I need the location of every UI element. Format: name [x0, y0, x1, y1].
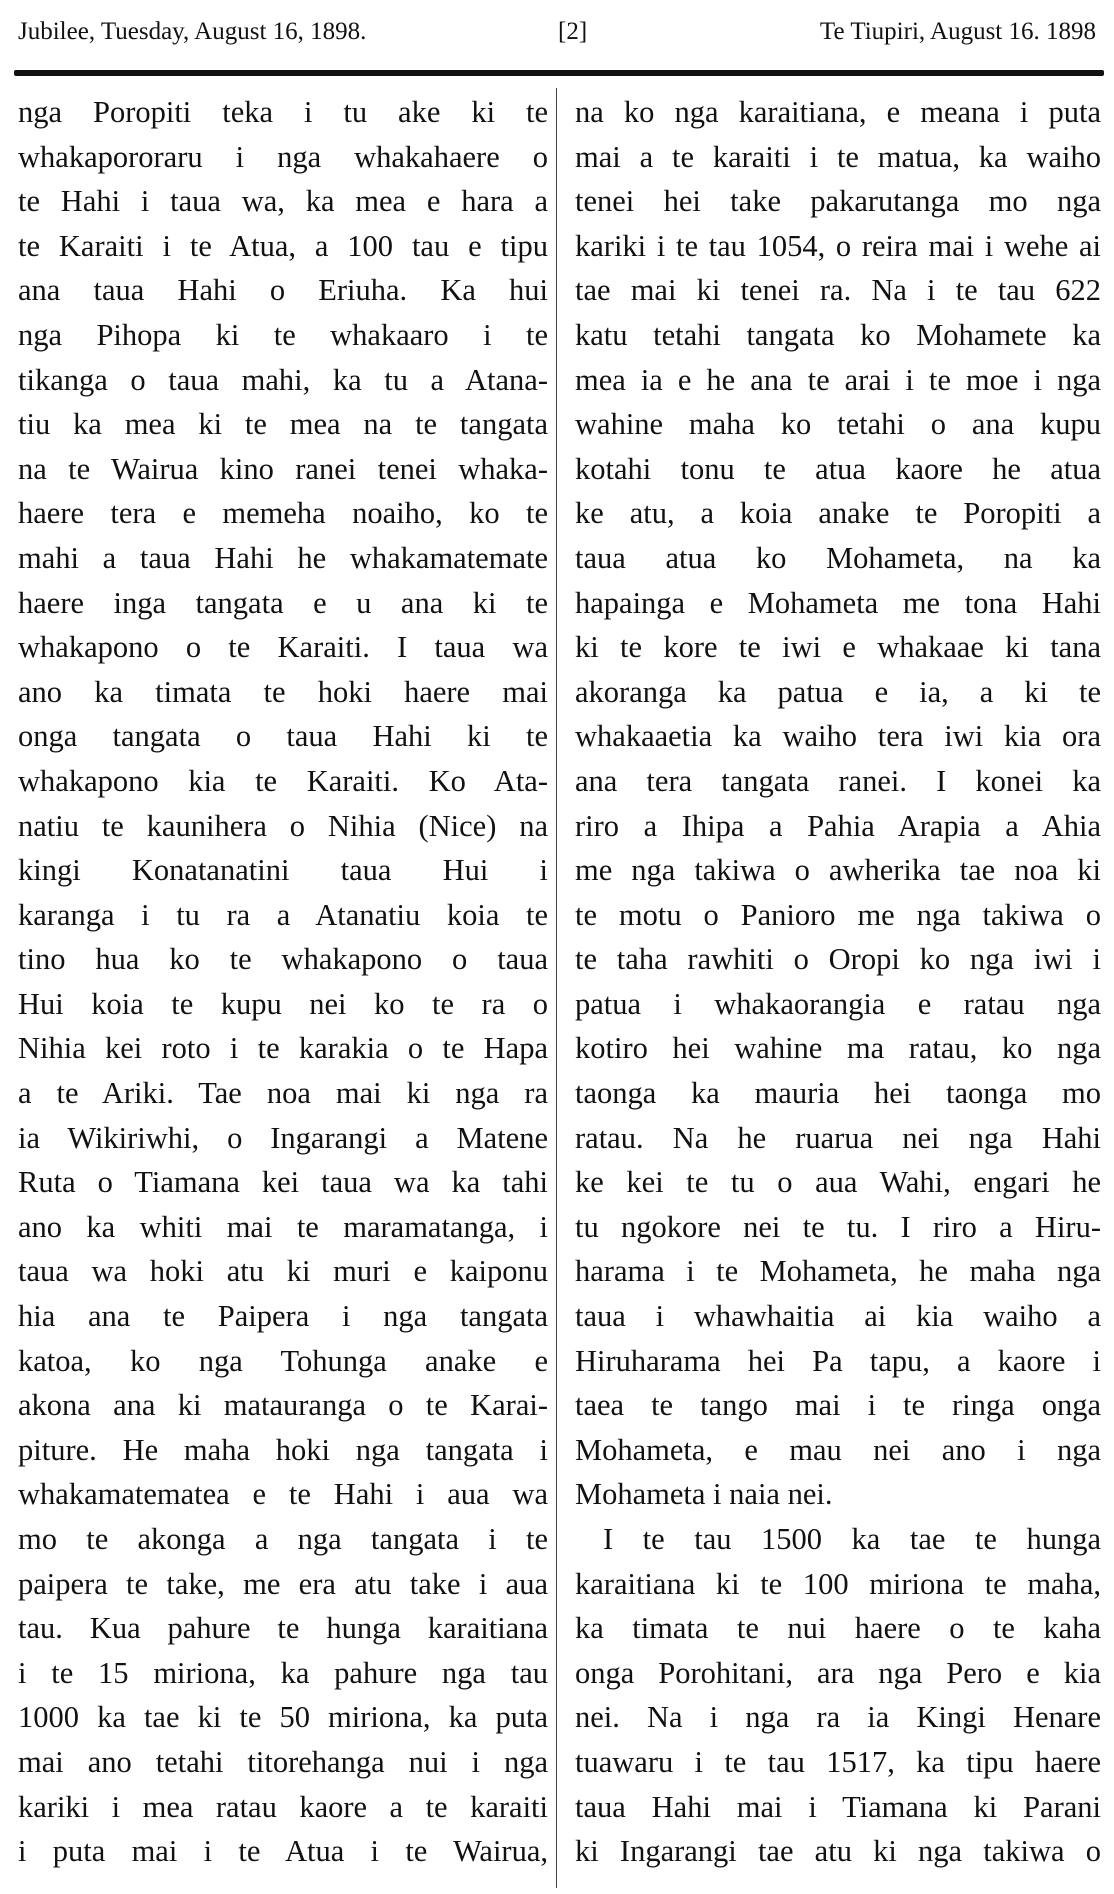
- text-line: whakapororaru i nga whakahaere o: [18, 139, 548, 174]
- text-line: taea te tango mai i te ringa onga: [575, 1388, 1101, 1423]
- text-line: kariki i te tau 1054, o reira mai i wehe ai: [575, 228, 1101, 263]
- page-header: [18, 14, 1096, 50]
- text-line: harama i te Mohameta, he maha nga: [575, 1254, 1101, 1289]
- text-line: ana taua Hahi o Eriuha. Ka hui: [18, 273, 548, 308]
- text-line: tae mai ki tenei ra. Na i te tau 622: [575, 273, 1101, 308]
- text-line: me nga takiwa o awherika tae noa ki: [575, 853, 1101, 888]
- text-line: whakapono o te Karaiti. I taua wa: [18, 630, 548, 665]
- text-line: ana tera tangata ranei. I konei ka: [575, 763, 1101, 798]
- text-line: tenei hei take pakarutanga mo nga: [575, 184, 1101, 219]
- text-line: te Karaiti i te Atua, a 100 tau e tipu: [18, 228, 548, 263]
- text-line: whakamatematea e te Hahi i aua wa: [18, 1477, 548, 1512]
- text-line: ano ka timata te hoki haere mai: [18, 674, 548, 709]
- text-line: tiu ka mea ki te mea na te tangata: [18, 407, 548, 442]
- text-line: Ruta o Tiamana kei taua wa ka tahi: [18, 1165, 548, 1200]
- text-line: ki te kore te iwi e whakaae ki tana: [575, 630, 1101, 665]
- text-line: I te tau 1500 ka tae te hunga: [603, 1522, 1101, 1556]
- text-line: taua atua ko Mohameta, na ka: [575, 540, 1101, 575]
- text-line: taua i whawhaitia ai kia waiho a: [575, 1299, 1101, 1334]
- text-line: haere inga tangata e u ana ki te: [18, 585, 548, 620]
- text-line: mea ia e he ana te arai i te moe i nga: [575, 362, 1101, 397]
- text-line: ke atu, a koia anake te Poropiti a: [575, 496, 1101, 531]
- text-line: mai a te karaiti i te matua, ka waiho: [575, 139, 1101, 174]
- text-line: kingi Konatanatini taua Hui i: [18, 853, 548, 888]
- text-line: riro a Ihipa a Pahia Arapia a Ahia: [575, 808, 1101, 843]
- text-line: onga Porohitani, ara nga Pero e kia: [575, 1655, 1101, 1690]
- text-line: Hui koia te kupu nei ko te ra o: [18, 986, 548, 1021]
- text-line: Nihia kei roto i te karakia o te Hapa: [18, 1031, 548, 1066]
- text-line: katu tetahi tangata ko Mohamete ka: [575, 317, 1101, 352]
- text-line: ratau. Na he ruarua nei nga Hahi: [575, 1120, 1101, 1155]
- text-line: whakapono kia te Karaiti. Ko Ata-: [18, 763, 548, 798]
- text-line: akona ana ki matauranga o te Karai-: [18, 1388, 548, 1423]
- header-date-right: Te Tiupiri, August 16. 1898: [819, 18, 1096, 45]
- text-line: kariki i mea ratau kaore a te karaiti: [18, 1789, 548, 1824]
- text-line: mahi a taua Hahi he whakamatemate: [18, 540, 548, 575]
- text-line: kotiro hei wahine ma ratau, ko nga: [575, 1031, 1101, 1066]
- text-line: Mohameta, e mau nei ano i nga: [575, 1432, 1101, 1467]
- text-line: onga tangata o taua Hahi ki te: [18, 719, 548, 754]
- text-line: whakaaetia ka waiho tera iwi kia ora: [575, 719, 1101, 754]
- text-line: 1000 ka tae ki te 50 miriona, ka puta: [18, 1700, 548, 1735]
- header-rule: [14, 70, 1104, 76]
- text-line: te Hahi i taua wa, ka mea e hara a: [18, 184, 548, 219]
- column-divider: [556, 88, 557, 1888]
- text-line: tau. Kua pahure te hunga karaitiana: [18, 1611, 548, 1646]
- text-line: taonga ka mauria hei taonga mo: [575, 1076, 1101, 1111]
- text-line: taua wa hoki atu ki muri e kaiponu: [18, 1254, 548, 1289]
- text-line: tuawaru i te tau 1517, ka tipu haere: [575, 1744, 1101, 1779]
- text-line: te taha rawhiti o Oropi ko nga iwi i: [575, 942, 1101, 977]
- text-line: paipera te take, me era atu take i aua: [18, 1566, 548, 1601]
- text-line: patua i whakaorangia e ratau nga: [575, 986, 1101, 1021]
- text-line: wahine maha ko tetahi o ana kupu: [575, 407, 1101, 442]
- text-line: karaitiana ki te 100 miriona te maha,: [575, 1566, 1101, 1601]
- text-line: Hiruharama hei Pa tapu, a kaore i: [575, 1343, 1101, 1378]
- text-line: tu ngokore nei te tu. I riro a Hiru-: [575, 1209, 1101, 1244]
- text-line: ano ka whiti mai te maramatanga, i: [18, 1209, 548, 1244]
- text-line: taua Hahi mai i Tiamana ki Parani: [575, 1789, 1101, 1824]
- page-number: [2]: [558, 18, 588, 45]
- text-line: Mohameta i naia nei.: [575, 1477, 833, 1512]
- text-line: kotahi tonu te atua kaore he atua: [575, 451, 1101, 486]
- text-line: ke kei te tu o aua Wahi, engari he: [575, 1165, 1101, 1200]
- text-line: karanga i tu ra a Atanatiu koia te: [18, 897, 548, 932]
- header-date-left: Jubilee, Tuesday, August 16, 1898.: [18, 18, 367, 45]
- text-line: mai ano tetahi titorehanga nui i nga: [18, 1744, 548, 1779]
- left-column: [18, 90, 548, 1874]
- text-line: na te Wairua kino ranei tenei whaka-: [18, 451, 548, 486]
- right-column: [575, 90, 1101, 1874]
- text-line: tikanga o taua mahi, ka tu a Atana-: [18, 362, 548, 397]
- text-line: ia Wikiriwhi, o Ingarangi a Matene: [18, 1120, 548, 1155]
- text-line: haere tera e memeha noaiho, ko te: [18, 496, 548, 531]
- text-line: a te Ariki. Tae noa mai ki nga ra: [18, 1076, 548, 1111]
- text-line: tino hua ko te whakapono o taua: [18, 942, 548, 977]
- text-line: akoranga ka patua e ia, a ki te: [575, 674, 1101, 709]
- text-line: mo te akonga a nga tangata i te: [18, 1522, 548, 1556]
- text-line: ki Ingarangi tae atu ki nga takiwa o: [575, 1834, 1101, 1869]
- text-line: nga Poropiti teka i tu ake ki te: [18, 95, 548, 129]
- text-line: i puta mai i te Atua i te Wairua,: [18, 1834, 548, 1869]
- text-line: hapainga e Mohameta me tona Hahi: [575, 585, 1101, 620]
- text-line: te motu o Panioro me nga takiwa o: [575, 897, 1101, 932]
- text-line: hia ana te Paipera i nga tangata: [18, 1299, 548, 1334]
- text-line: natiu te kaunihera o Nihia (Nice) na: [18, 808, 548, 843]
- text-line: piture. He maha hoki nga tangata i: [18, 1432, 548, 1467]
- text-line: nei. Na i nga ra ia Kingi Henare: [575, 1700, 1101, 1735]
- text-line: katoa, ko nga Tohunga anake e: [18, 1343, 548, 1378]
- text-line: ka timata te nui haere o te kaha: [575, 1611, 1101, 1646]
- text-line: i te 15 miriona, ka pahure nga tau: [18, 1655, 548, 1690]
- text-line: nga Pihopa ki te whakaaro i te: [18, 317, 548, 352]
- text-line: na ko nga karaitiana, e meana i puta: [575, 95, 1101, 129]
